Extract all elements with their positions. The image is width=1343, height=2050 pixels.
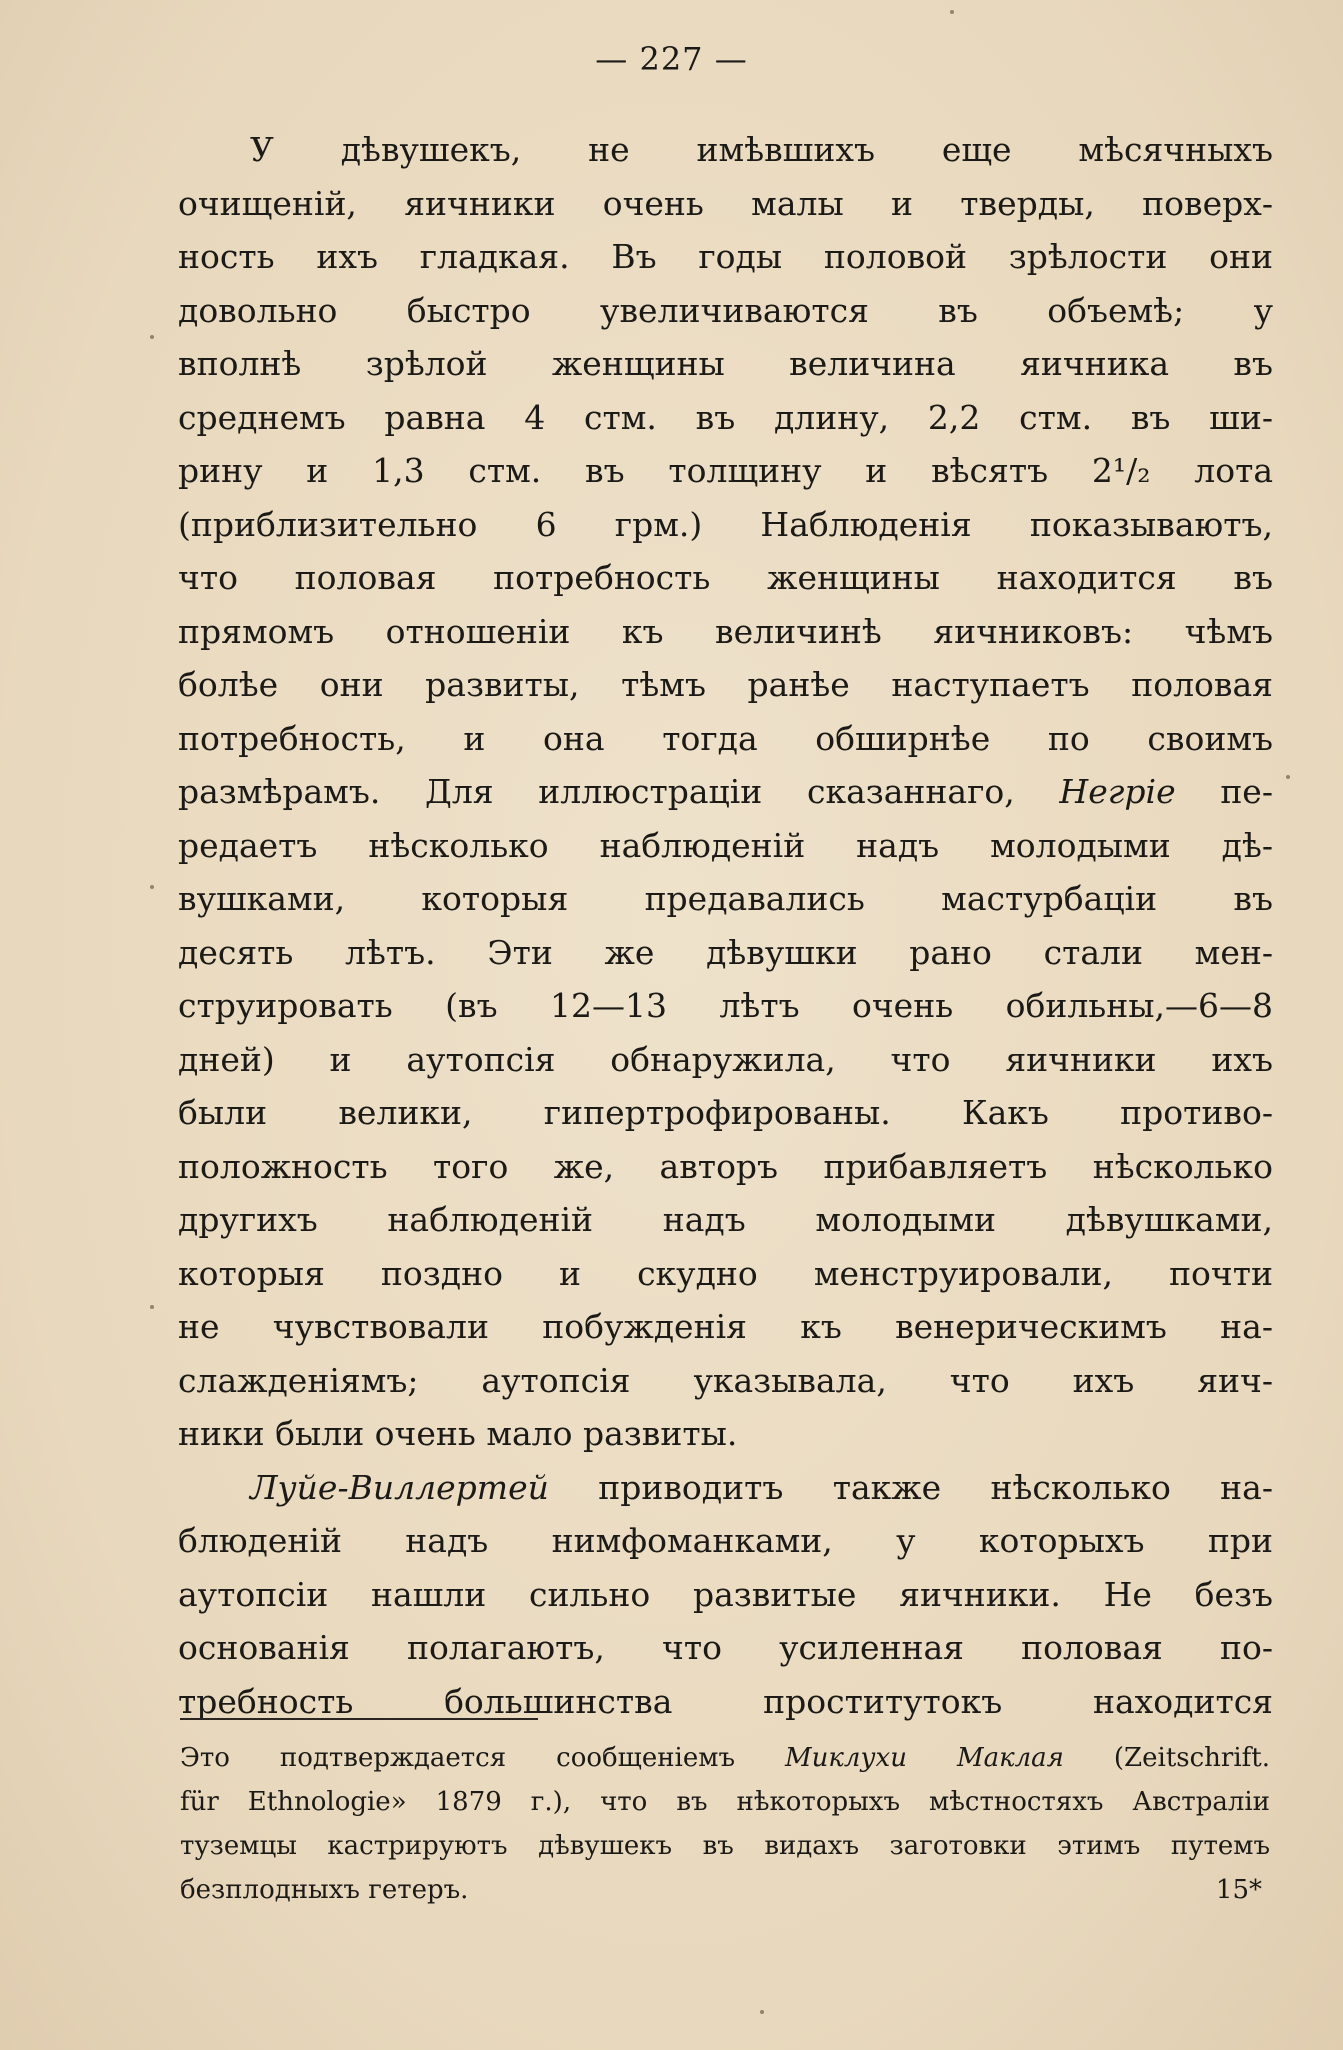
text-line: другихъ наблюденій надъ молодыми дѣвушками, xyxy=(178,1200,1273,1239)
text-line: вполнѣ зрѣлой женщины величина яичника въ xyxy=(178,344,1273,383)
italic-name: Миклухи Маклая xyxy=(785,1743,1064,1773)
text-line: прямомъ отношеніи къ величинѣ яичниковъ: чѣмъ xyxy=(178,611,1273,651)
page-number: — 227 — xyxy=(595,40,748,78)
paper-speck xyxy=(950,10,954,14)
text-line: основанія полагаютъ, что усиленная половая по- xyxy=(178,1628,1273,1667)
paper-speck xyxy=(150,885,154,889)
text-line: не чувствовали побужденія къ венерическимъ на- xyxy=(178,1307,1273,1346)
text-line: которыя поздно и скудно менструировали, почти xyxy=(178,1253,1273,1293)
text-line: потребность, и она тогда обширнѣе по своимъ xyxy=(178,718,1273,758)
text-line: требность большинства проститутокъ находится xyxy=(178,1681,1273,1721)
signature-mark: 15* xyxy=(1215,1875,1262,1905)
text-line: Луйе-Виллертей приводитъ также нѣсколько на- xyxy=(250,1467,1273,1507)
italic-name: Hегріе xyxy=(1059,772,1176,811)
footnote-line: туземцы кастрируютъ дѣвушекъ въ видахъ заготовки этимъ путемъ xyxy=(180,1831,1270,1861)
text-line: аутопсіи нашли сильно развитые яичники. Не безъ xyxy=(178,1574,1273,1614)
text-line: слажденіямъ; аутопсія указывала, что ихъ яич- xyxy=(178,1360,1273,1400)
text-line: струировать (въ 12—13 лѣтъ очень обильны,—6—8 xyxy=(178,986,1273,1025)
paper-speck xyxy=(760,2010,764,2014)
text-line: вушками, которыя предавались мастурбаціи въ xyxy=(178,879,1273,918)
paper-speck xyxy=(150,1305,154,1309)
text-line: были велики, гипертрофированы. Какъ противо- xyxy=(178,1093,1273,1132)
text-line: дней) и аутопсія обнаружила, что яичники ихъ xyxy=(178,1039,1273,1079)
text-line: что половая потребность женщины находится въ xyxy=(178,558,1273,597)
text-line: десять лѣтъ. Эти же дѣвушки рано стали мен- xyxy=(178,932,1273,972)
text-line: У дѣвушекъ, не имѣвшихъ еще мѣсячныхъ xyxy=(250,130,1273,169)
text-line: редаетъ нѣсколько наблюденій надъ молодыми дѣ- xyxy=(178,825,1273,865)
main-text xyxy=(178,123,1273,1728)
text-line: очищеній, яичники очень малы и тверды, поверх- xyxy=(178,183,1273,223)
text-line: болѣе они развиты, тѣмъ ранѣе наступаетъ половая xyxy=(178,665,1273,704)
footnote-line-last xyxy=(180,1868,1270,1912)
footnote-line: für Ethnologie» 1879 г.), что въ нѣкоторыхъ мѣстностяхъ Австраліи xyxy=(180,1787,1270,1817)
text-line: ники были очень мало развиты. xyxy=(178,1414,738,1453)
text-line: среднемъ равна 4 стм. въ длину, 2,2 стм. въ ши- xyxy=(178,397,1273,437)
text-line: рину и 1,3 стм. въ толщину и вѣсятъ 2¹/₂ лота xyxy=(178,451,1273,490)
text-line: довольно быстро увеличиваются въ объемѣ; у xyxy=(178,290,1273,330)
text-line: размѣрамъ. Для иллюстраціи сказаннаго, Hегріе пе- xyxy=(178,772,1273,811)
footnote xyxy=(180,1736,1270,1912)
text-line: ность ихъ гладкая. Въ годы половой зрѣлости они xyxy=(178,237,1273,276)
paper-speck xyxy=(1286,775,1290,779)
paper-speck xyxy=(150,335,154,339)
text-line: (приблизительно 6 грм.) Наблюденія показываютъ, xyxy=(178,504,1273,544)
italic-name: Луйе-Виллертей xyxy=(250,1467,549,1507)
text-line: блюденій надъ нимфоманками, у которыхъ при xyxy=(178,1521,1273,1560)
footnote-line: безплодныхъ гетеръ. xyxy=(180,1875,469,1905)
footnote-line: Это подтверждается сообщеніемъ Миклухи Маклая (Zeitschrift. xyxy=(180,1743,1270,1773)
footnote-divider xyxy=(180,1718,538,1720)
text-line: положность того же, авторъ прибавляетъ нѣсколько xyxy=(178,1146,1273,1186)
